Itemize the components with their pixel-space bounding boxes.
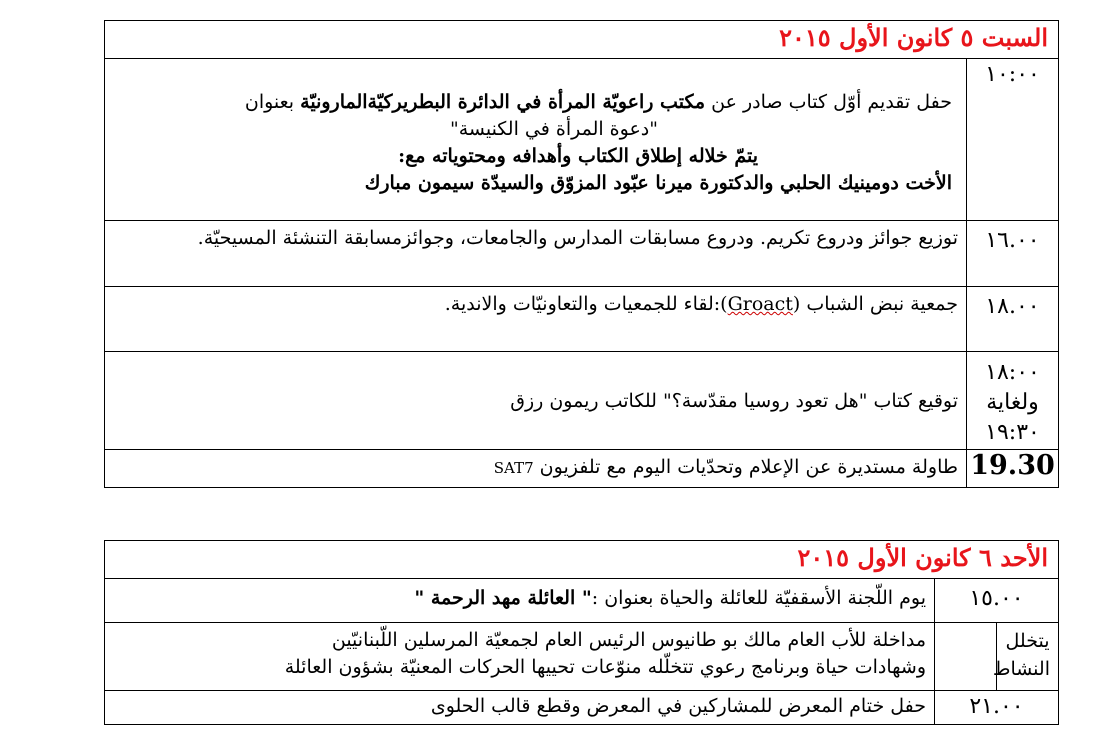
day1-heading: السبت ٥ كانون الأول ٢٠١٥ — [105, 21, 1059, 59]
row-description — [105, 59, 967, 221]
row-description: توزيع جوائز ودروع تكريم. ودروع مسابقات المدارس والجامعات، وجوائزمسابقة التنشئة المسيحيّة. — [105, 221, 967, 287]
row-description: جمعية نبض الشباب (Groact):لقاء للجمعيات والتعاونيّات والاندية. — [105, 287, 967, 352]
row-description: طاولة مستديرة عن الإعلام وتحدّيات اليوم مع تلفزيون SAT7 — [105, 450, 967, 488]
row-time: يتخلل النشاط — [997, 623, 1059, 691]
schedule-day2-table — [104, 540, 1059, 725]
empty-cell — [935, 623, 997, 691]
row-description: مداخلة للأب العام مالك بو طانيوس الرئيس العام لجمعيّة المرسلين اللّبنانيّين وشهادات حياة وبرنامج رعوي تتخلّله منوّعات تحييها الحركات المعنيّة بشؤون العائلة — [105, 623, 935, 691]
row-time: ١٦.٠٠ — [967, 221, 1059, 287]
row-time: ١٥.٠٠ — [935, 579, 1059, 623]
day2-heading: الأحد ٦ كانون الأول ٢٠١٥ — [105, 541, 1059, 579]
row-description: توقيع كتاب "هل تعود روسيا مقدّسة؟" للكاتب ريمون رزق — [105, 352, 967, 450]
schedule-day1-table — [104, 20, 1059, 488]
desc-line: يتمّ خلاله إطلاق الكتاب وأهدافه ومحتوياته مع: — [398, 145, 758, 167]
row-time: ١٨:٠٠ ولغاية ١٩:٣٠ — [967, 352, 1059, 450]
channel-label: SAT7 — [493, 459, 534, 477]
row-time: ٢١.٠٠ — [935, 691, 1059, 725]
row-time: 19.30 — [967, 450, 1059, 488]
desc-line: الأخت دومينيك الحلبي والدكتورة ميرنا عبّود المزوّق والسيدّة سيمون مبارك — [364, 172, 952, 194]
row-description: حفل ختام المعرض للمشاركين في المعرض وقطع قالب الحلوى — [105, 691, 935, 725]
row-time: ١٠:٠٠ — [967, 59, 1059, 221]
desc-line: حفل تقديم أوّل كتاب صادر عن مكتب راعويّة المرأة في الدائرة البطريركيّةالمارونيّة بعنوان — [244, 91, 952, 113]
row-description: يوم اللّجنة الأسقفيّة للعائلة والحياة بعنوان :" العائلة مهد الرحمة " — [105, 579, 935, 623]
desc-line: "دعوة المرأة في الكنيسة" — [449, 118, 658, 140]
row-time: ١٨.٠٠ — [967, 287, 1059, 352]
groact-label: Groact — [727, 293, 793, 315]
